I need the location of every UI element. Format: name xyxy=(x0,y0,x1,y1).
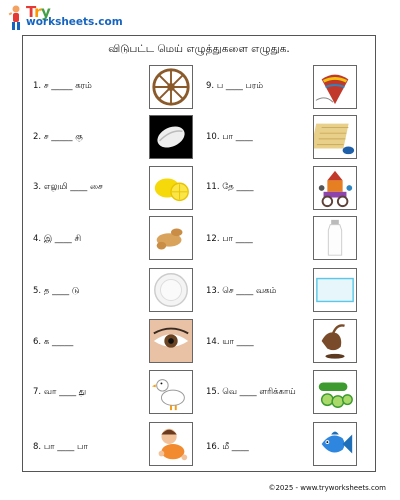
ginger-icon xyxy=(149,216,193,260)
question-16: 16. மீ ____ xyxy=(206,442,249,452)
baby-icon xyxy=(149,422,193,466)
brand-rest: worksheets.com xyxy=(26,16,123,28)
question-5: 5. த ____ டு xyxy=(33,286,80,296)
chariot-icon xyxy=(313,166,357,210)
fish-icon xyxy=(313,422,357,466)
question-6: 6. க _____ xyxy=(33,337,74,347)
mat-icon xyxy=(313,115,357,159)
brand-logo xyxy=(8,2,138,36)
brand-try: Try xyxy=(26,3,51,21)
wooden-wheel-icon xyxy=(149,65,193,109)
eye-icon xyxy=(149,319,193,363)
milk-bottle-icon xyxy=(313,216,357,260)
cucumber-icon xyxy=(313,370,357,414)
question-2: 2. ச _____ கு xyxy=(33,132,83,142)
question-14: 14. யா ____ xyxy=(206,337,254,347)
question-13: 13. செ ____ வகம் xyxy=(206,286,277,296)
footer-copyright: ©2025 - www.tryworksheets.com xyxy=(268,484,386,492)
question-7: 7. வா ____ து xyxy=(33,387,87,397)
worksheet-title: விடுபட்ட மெய் எழுத்துகளை எழுதுக. xyxy=(108,43,290,55)
question-3: 3. எலுமி ____ சை xyxy=(33,182,103,192)
question-10: 10. பா ____ xyxy=(206,132,253,142)
kid-figure-icon xyxy=(8,4,24,32)
plate-icon xyxy=(149,268,193,312)
lemon-icon xyxy=(149,166,193,210)
question-1: 1. ச _____ கரம் xyxy=(33,81,92,91)
spinning-top-icon xyxy=(313,65,357,109)
question-15: 15. வெ ____ ளரிக்காய் xyxy=(206,387,296,397)
question-8: 8. பா ____ பா xyxy=(33,442,88,452)
question-12: 12. பா ____ xyxy=(206,234,253,244)
rectangle-icon xyxy=(313,268,357,312)
question-9: 9. ப ____ பரம் xyxy=(206,81,264,91)
question-11: 11. தே ____ xyxy=(206,182,254,192)
duck-icon xyxy=(149,370,193,414)
question-4: 4. இ ____ சி xyxy=(33,234,82,244)
worksheet-frame xyxy=(22,35,376,472)
conch-shell-icon xyxy=(149,115,193,159)
wooden-fish-icon xyxy=(313,319,357,363)
